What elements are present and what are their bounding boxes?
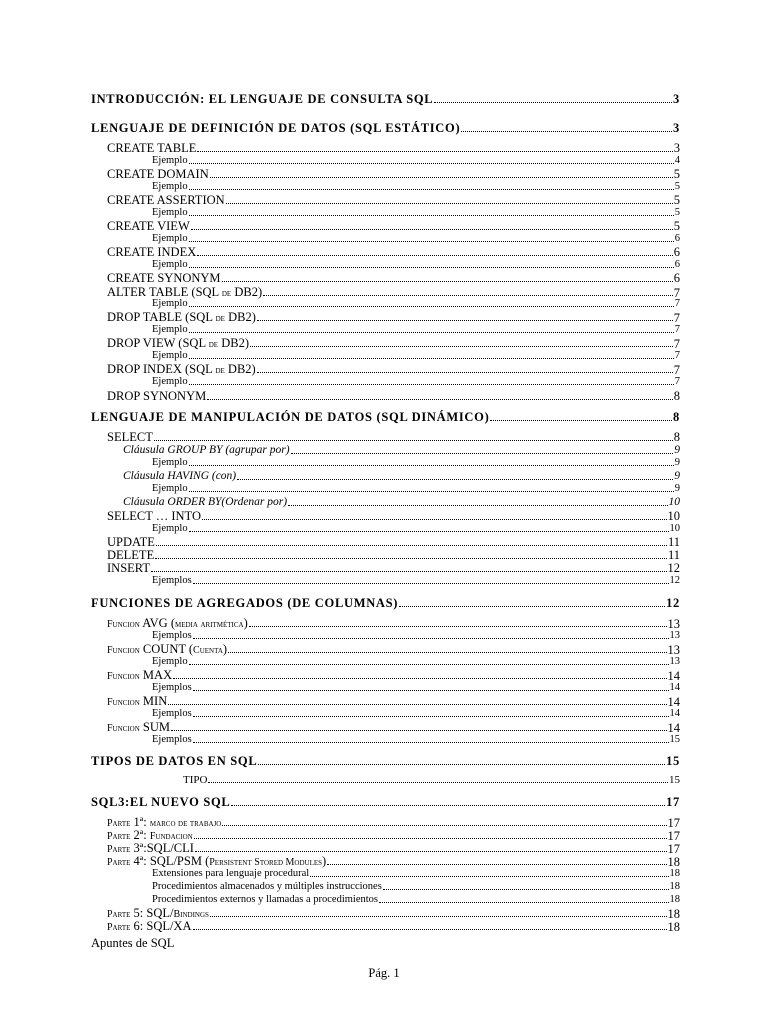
toc-subentry[interactable] xyxy=(152,524,680,535)
toc-subentry[interactable] xyxy=(152,657,680,668)
dot-leader xyxy=(189,357,674,359)
dot-leader xyxy=(189,663,669,665)
toc-page-number: 12 xyxy=(666,596,680,610)
dot-leader xyxy=(327,863,666,865)
toc-page-number: 17 xyxy=(666,795,680,809)
toc-page-number: 5 xyxy=(673,193,680,207)
toc-subentry[interactable] xyxy=(152,895,680,906)
label-part: MIN xyxy=(139,694,168,708)
toc-page-number: 11 xyxy=(667,535,680,549)
toc-entry-label: Cláusula ORDER BY(Ordenar por) xyxy=(123,496,288,508)
dot-leader xyxy=(383,888,669,890)
toc-section-title: SQL3:EL NUEVO SQL xyxy=(91,795,231,809)
toc-entry-label: CREATE VIEW xyxy=(107,219,190,233)
label-part: 1ª: xyxy=(130,815,150,829)
dot-leader xyxy=(288,504,667,506)
dot-leader xyxy=(173,677,666,679)
toc-page-number: 13 xyxy=(667,642,680,657)
toc-entry-label: SELECT xyxy=(107,430,153,444)
toc-page-number: 6 xyxy=(674,233,680,244)
toc-page-number: 15 xyxy=(669,774,680,786)
toc-entry-label: Ejemplo xyxy=(152,298,188,309)
toc-entry-label: Procedimientos externos y llamadas a procedimientos xyxy=(152,894,378,905)
toc-entry-label: INSERT xyxy=(107,561,150,575)
toc-entry-label xyxy=(107,363,256,376)
dot-leader xyxy=(197,254,673,256)
dot-leader xyxy=(189,240,674,242)
dot-leader xyxy=(202,518,667,520)
toc-subentry[interactable] xyxy=(152,458,680,469)
label-part: Parte xyxy=(107,818,131,829)
dot-leader xyxy=(155,557,667,559)
label-part: Funcion xyxy=(107,619,140,630)
toc-entry[interactable] xyxy=(107,536,680,549)
label-part: de xyxy=(208,339,219,350)
label-part: ) xyxy=(222,642,228,656)
toc-page-number: 11 xyxy=(667,548,680,562)
toc-entry[interactable] xyxy=(107,390,680,403)
label-part: Funcion xyxy=(107,697,140,708)
dot-leader xyxy=(226,202,673,204)
label-part: DROP INDEX (SQL xyxy=(107,362,216,376)
toc-subentry[interactable] xyxy=(123,497,680,509)
toc-entry-label: TIPO xyxy=(183,774,208,786)
toc-subentry[interactable] xyxy=(152,156,680,167)
toc-entry[interactable] xyxy=(107,272,680,285)
toc-page-number: 18 xyxy=(667,854,680,869)
label-part: DB2) xyxy=(224,310,256,324)
toc-entry[interactable] xyxy=(107,246,680,259)
toc-page-number: 7 xyxy=(674,376,680,387)
toc-page-number: 14 xyxy=(669,682,680,693)
label-part: Parte xyxy=(107,922,131,933)
toc-page-number: 7 xyxy=(673,362,680,377)
dot-leader xyxy=(434,101,672,103)
toc-entry[interactable] xyxy=(107,220,680,233)
label-part: Cuenta xyxy=(193,645,223,656)
toc-page-number: 7 xyxy=(674,298,680,309)
toc-section[interactable] xyxy=(91,122,680,135)
toc-entry-label: Ejemplo xyxy=(152,483,188,494)
toc-entry[interactable] xyxy=(107,695,680,708)
toc-entry-label: Ejemplos xyxy=(152,734,192,745)
toc-entry-label: Ejemplos xyxy=(152,682,192,693)
toc-entry[interactable] xyxy=(107,311,680,324)
label-part: Parte xyxy=(107,831,131,842)
toc-subentry[interactable] xyxy=(152,683,680,694)
label-part: Parte xyxy=(107,857,131,868)
dot-leader xyxy=(399,605,665,607)
toc-entry-label: Cláusula GROUP BY (agrupar por) xyxy=(123,444,290,456)
toc-page-number: 5 xyxy=(674,207,680,218)
label-part: 2ª: xyxy=(130,828,150,842)
toc-page-number: 10 xyxy=(668,496,680,508)
toc-page-number: 18 xyxy=(667,906,680,921)
toc-entry-label: CREATE INDEX xyxy=(107,245,197,259)
toc-subentry[interactable] xyxy=(152,325,680,336)
dot-leader xyxy=(249,625,667,627)
dot-leader xyxy=(210,915,667,917)
toc-entry[interactable] xyxy=(107,142,680,155)
toc-page-number: 10 xyxy=(669,523,680,534)
toc-page-number: 3 xyxy=(673,141,680,155)
toc-page-number: 4 xyxy=(674,155,680,166)
toc-entry-label: Ejemplos xyxy=(152,575,192,586)
toc-section-title: INTRODUCCIÓN: EL LENGUAJE DE CONSULTA SQL xyxy=(91,92,434,106)
label-part: Funcion xyxy=(107,645,140,656)
toc-entry-label xyxy=(107,311,256,324)
toc-subentry[interactable] xyxy=(152,709,680,720)
toc-entry-label: CREATE SYNONYM xyxy=(107,271,221,285)
dot-leader xyxy=(208,781,668,783)
toc-page-number: 17 xyxy=(667,828,680,843)
label-part: ) xyxy=(243,616,248,630)
toc-subentry[interactable] xyxy=(152,260,680,271)
dot-leader xyxy=(210,176,673,178)
toc-page-number: 15 xyxy=(666,754,680,768)
dot-leader xyxy=(189,530,669,532)
toc-page-number: 13 xyxy=(669,656,680,667)
label-part: media aritmética xyxy=(175,619,244,630)
dot-leader xyxy=(490,419,672,421)
toc-page-number: 18 xyxy=(669,868,680,879)
toc-subentry[interactable] xyxy=(152,234,680,245)
toc-entry[interactable] xyxy=(107,337,680,350)
toc-entry-label: CREATE ASSERTION xyxy=(107,193,225,207)
toc-entry[interactable] xyxy=(107,286,680,299)
toc-subentry[interactable] xyxy=(152,351,680,362)
toc-page-number: 18 xyxy=(669,881,680,892)
dot-leader xyxy=(168,703,666,705)
toc-page-number: 18 xyxy=(667,919,680,934)
toc-entry-label: Ejemplo xyxy=(152,233,188,244)
toc-subentry[interactable] xyxy=(152,631,680,642)
label-part: Parte xyxy=(107,844,131,855)
dot-leader xyxy=(257,371,673,373)
toc-entry-label: Ejemplo xyxy=(152,350,188,361)
label-part: de xyxy=(215,365,225,376)
label-part: AVG ( xyxy=(139,616,175,630)
dot-leader xyxy=(291,452,674,454)
toc-entry[interactable] xyxy=(107,721,680,734)
label-part: Bindings xyxy=(173,909,209,920)
toc-section[interactable] xyxy=(91,93,680,106)
dot-leader xyxy=(222,280,673,282)
toc-entry-label xyxy=(107,617,248,630)
toc-page-number: 6 xyxy=(673,271,680,285)
label-part: de xyxy=(215,313,225,324)
dot-leader xyxy=(154,439,673,441)
toc-entry-label: DELETE xyxy=(107,548,155,562)
toc-page-number: 5 xyxy=(673,167,680,181)
toc-page-number: 8 xyxy=(673,410,680,424)
toc-entry-label xyxy=(107,337,249,350)
toc-entry-label: Ejemplo xyxy=(152,324,188,335)
toc-entry-label: Ejemplo xyxy=(152,207,188,218)
dot-leader xyxy=(189,188,674,190)
toc-page-number: 14 xyxy=(667,694,680,709)
label-part: Fundacion xyxy=(149,831,193,842)
dot-leader xyxy=(231,804,665,806)
toc-entry-label xyxy=(107,855,326,868)
toc-page-number: 12 xyxy=(669,575,680,586)
dot-leader xyxy=(193,637,669,639)
label-part: de xyxy=(221,288,232,299)
toc-entry-label: Cláusula HAVING (con) xyxy=(123,470,237,482)
toc-subentry[interactable] xyxy=(152,208,680,219)
toc-entry[interactable] xyxy=(107,855,680,868)
toc-page-number: 8 xyxy=(673,430,680,444)
toc-page-number: 10 xyxy=(667,509,680,523)
dot-leader xyxy=(189,305,674,307)
toc-page-number: 13 xyxy=(667,616,680,631)
label-part: MAX xyxy=(139,668,173,682)
label-part: ALTER TABLE (SQL xyxy=(107,285,222,299)
toc-page-number: 9 xyxy=(674,483,680,494)
dot-leader xyxy=(189,331,674,333)
toc-entry-label xyxy=(107,669,172,682)
dot-leader xyxy=(189,490,674,492)
dot-leader xyxy=(310,875,668,877)
toc-entry-label: Ejemplo xyxy=(152,457,188,468)
dot-leader xyxy=(257,319,673,321)
toc-entry[interactable] xyxy=(107,816,680,829)
dot-leader xyxy=(263,294,673,296)
document-footer-note: Apuntes de SQL xyxy=(91,936,175,950)
toc-entry-label: Ejemplo xyxy=(152,376,188,387)
toc-entry-label: SELECT … INTO xyxy=(107,509,201,523)
dot-leader xyxy=(193,689,669,691)
label-part: DB2) xyxy=(218,336,249,350)
toc-page-number: 14 xyxy=(669,708,680,719)
label-part: DROP VIEW (SQL xyxy=(107,336,209,350)
toc-entry[interactable] xyxy=(107,907,680,920)
dot-leader xyxy=(156,544,667,546)
toc-entry[interactable] xyxy=(183,775,680,786)
toc-entry-label: Procedimientos almacenados y múltiples instrucciones xyxy=(152,881,382,892)
toc-section[interactable] xyxy=(91,796,680,809)
toc-entry-label: Ejemplo xyxy=(152,155,188,166)
toc-page-number: 6 xyxy=(674,259,680,270)
toc-section[interactable] xyxy=(91,597,680,610)
label-part: 3ª:SQL/CLI xyxy=(130,841,194,855)
label-part: Persistent Stored Modules xyxy=(209,857,323,868)
dot-leader xyxy=(151,570,667,572)
toc-section[interactable] xyxy=(91,755,680,768)
toc-entry-label xyxy=(107,721,170,734)
toc-section-title: LENGUAJE DE DEFINICIÓN DE DATOS (SQL ESTÁTICO) xyxy=(91,121,461,135)
label-part: Parte xyxy=(107,909,131,920)
toc-entry[interactable] xyxy=(107,194,680,207)
dot-leader xyxy=(191,228,673,230)
toc-entry-label: CREATE DOMAIN xyxy=(107,167,209,181)
dot-leader xyxy=(194,837,667,839)
dot-leader xyxy=(189,214,674,216)
toc-subentry[interactable] xyxy=(152,182,680,193)
dot-leader xyxy=(189,383,674,385)
toc-section[interactable] xyxy=(91,411,680,424)
toc-entry-label: CREATE TABLE xyxy=(107,141,197,155)
toc-entry-label: UPDATE xyxy=(107,535,155,549)
label-part: SUM xyxy=(139,720,171,734)
label-part: 5: SQL/ xyxy=(130,906,174,920)
toc-page-number: 15 xyxy=(669,734,680,745)
toc-subentry[interactable] xyxy=(152,377,680,388)
toc-entry[interactable] xyxy=(107,549,680,562)
label-part: DB2) xyxy=(224,362,256,376)
toc-page-number: 7 xyxy=(673,310,680,325)
toc-page-number: 8 xyxy=(673,389,680,403)
toc-page-number: 7 xyxy=(674,350,680,361)
toc-page-number: 6 xyxy=(673,245,680,259)
dot-leader xyxy=(189,162,674,164)
toc-entry-label xyxy=(107,816,221,829)
toc-entry[interactable] xyxy=(107,431,680,444)
toc-entry-label: Extensiones para lenguaje procedural xyxy=(152,868,310,879)
toc-page-number: 5 xyxy=(673,219,680,233)
page-number: Pág. 1 xyxy=(368,966,400,980)
dot-leader xyxy=(237,478,673,480)
toc-page-number: 12 xyxy=(667,561,680,575)
toc-entry-label: Ejemplo xyxy=(152,656,188,667)
toc-entry-label: Ejemplo xyxy=(152,523,188,534)
toc-subentry[interactable] xyxy=(152,576,680,587)
dot-leader xyxy=(222,824,666,826)
dot-leader xyxy=(189,266,674,268)
toc-page-number: 18 xyxy=(669,894,680,905)
dot-leader xyxy=(228,651,666,653)
toc-section-title: TIPOS DE DATOS EN SQL xyxy=(91,754,258,768)
label-part: ) xyxy=(322,854,327,868)
toc-entry-label: Ejemplo xyxy=(152,181,188,192)
label-part: marco de trabajo xyxy=(149,818,222,829)
toc-page-number: 3 xyxy=(673,92,680,106)
dot-leader xyxy=(193,741,669,743)
toc-subentry[interactable] xyxy=(152,869,680,880)
toc-entry-label xyxy=(107,695,167,708)
toc-entry[interactable] xyxy=(107,510,680,523)
toc-page-number: 7 xyxy=(673,336,680,351)
label-part: 4ª: SQL/PSM ( xyxy=(130,854,210,868)
toc-subentry[interactable] xyxy=(152,735,680,746)
toc-page-number: 5 xyxy=(674,181,680,192)
toc-page-number: 7 xyxy=(673,285,680,300)
toc-entry-label: DROP SYNONYM xyxy=(107,389,207,403)
toc-entry-label xyxy=(107,920,192,933)
toc-entry-label: Ejemplos xyxy=(152,630,192,641)
dot-leader xyxy=(189,464,674,466)
dot-leader xyxy=(250,345,673,347)
label-part: DROP TABLE (SQL xyxy=(107,310,216,324)
toc-subentry[interactable] xyxy=(123,445,680,457)
toc-subentry[interactable] xyxy=(123,471,680,483)
toc-subentry[interactable] xyxy=(152,484,680,495)
dot-leader xyxy=(197,150,672,152)
toc-entry[interactable] xyxy=(107,920,680,933)
toc-page-number: 13 xyxy=(669,630,680,641)
label-part: Funcion xyxy=(107,671,140,682)
toc-entry[interactable] xyxy=(107,562,680,575)
toc-page-number: 14 xyxy=(667,720,680,735)
toc-entry[interactable] xyxy=(107,617,680,630)
toc-page-number: 9 xyxy=(674,470,680,482)
dot-leader xyxy=(195,850,667,852)
toc-page-number: 17 xyxy=(667,841,680,856)
toc-entry-label: Ejemplos xyxy=(152,708,192,719)
toc-entry[interactable] xyxy=(107,643,680,656)
toc-subentry[interactable] xyxy=(152,299,680,310)
label-part: 6: SQL/XA xyxy=(130,919,192,933)
toc-entry-label: Ejemplo xyxy=(152,259,188,270)
toc-section-title: FUNCIONES DE AGREGADOS (DE COLUMNAS) xyxy=(91,596,399,610)
toc-entry-label xyxy=(107,643,227,656)
dot-leader xyxy=(461,130,672,132)
dot-leader xyxy=(193,928,667,930)
toc-subentry[interactable] xyxy=(152,882,680,893)
toc-page-number: 9 xyxy=(674,457,680,468)
toc-page-number: 9 xyxy=(674,444,680,456)
dot-leader xyxy=(379,901,669,903)
label-part: COUNT ( xyxy=(139,642,194,656)
dot-leader xyxy=(207,398,673,400)
dot-leader xyxy=(193,582,669,584)
toc-entry[interactable] xyxy=(107,363,680,376)
toc-entry[interactable] xyxy=(107,168,680,181)
toc-section-title: LENGUAJE DE MANIPULACIÓN DE DATOS (SQL DINÁMICO) xyxy=(91,410,490,424)
toc-entry[interactable] xyxy=(107,669,680,682)
dot-leader xyxy=(193,715,669,717)
toc-page-number: 14 xyxy=(667,668,680,683)
dot-leader xyxy=(171,729,666,731)
dot-leader xyxy=(258,763,665,765)
toc-page-number: 3 xyxy=(673,121,680,135)
label-part: DB2) xyxy=(231,285,263,299)
toc-page-number: 17 xyxy=(667,815,680,830)
toc-page-number: 7 xyxy=(674,324,680,335)
label-part: Funcion xyxy=(107,723,140,734)
